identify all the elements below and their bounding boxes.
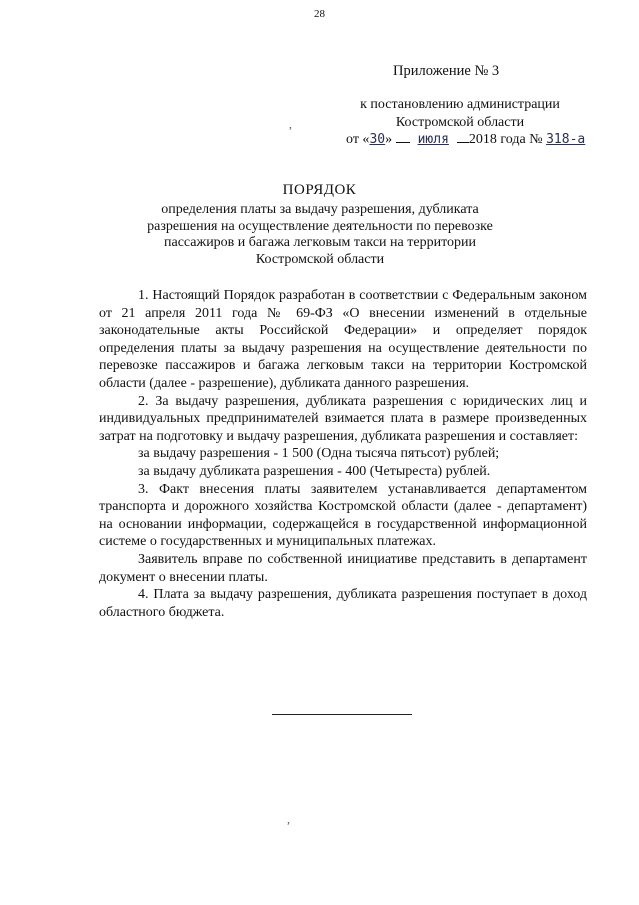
subtitle-line: пассажиров и багажа легковым такси на территории — [164, 235, 476, 250]
subtitle-line: Костромской области — [255, 251, 385, 267]
closing-rule — [272, 714, 412, 715]
resolution-line-1: к постановлению администрации — [360, 97, 560, 112]
scan-mark-bottom: , — [287, 812, 290, 826]
date-prefix: от « — [346, 132, 370, 147]
scan-mark: , — [289, 117, 292, 131]
handwritten-day: 30 — [369, 132, 386, 147]
date-blank-line-2 — [457, 142, 469, 143]
date-year-text: 2018 года № — [468, 132, 547, 147]
paragraph-4: 4. Плата за выдачу разрешения, дубликата разрешения поступает в доход областного бюджета. — [99, 587, 587, 620]
page-number: 28 — [314, 8, 325, 20]
paragraph-3: 3. Факт внесения платы заявителем устанавливается департаментом транспорта и дорожного хозяйства Костромской области (далее - департамент) на основании информации, содержащейся в государственной информационной системе о государственных и муниципальных платежах. — [99, 481, 587, 550]
subtitle-line: определения платы за выдачу разрешения, дубликата — [161, 202, 479, 217]
document-subtitle — [130, 202, 510, 268]
resolution-line-2: Костромской области — [395, 115, 525, 130]
document-body — [99, 287, 587, 621]
fee-permit-item: за выдачу разрешения - 1 500 (Одна тысяча пятьсот) рублей; — [138, 446, 500, 462]
handwritten-number: 318-а — [546, 132, 586, 147]
fee-duplicate-item: за выдачу дубликата разрешения - 400 (Четыреста) рублей. — [138, 463, 491, 479]
date-blank-line — [396, 142, 410, 143]
date-quote-close: » — [385, 132, 393, 147]
paragraph-2: 2. За выдачу разрешения, дубликата разрешения с юридических лиц и индивидуальных предпринимателей взимается плата в размере произведенных затрат на подготовку и выдачу разрешения, дубликата разрешения и составляет: — [99, 393, 587, 444]
resolution-reference — [300, 96, 620, 132]
subtitle-line: разрешения на осуществление деятельности по перевозке — [147, 218, 493, 234]
resolution-date — [346, 132, 585, 148]
appendix-title: Приложение № 3 — [393, 63, 500, 79]
handwritten-month: июля — [417, 132, 449, 147]
paragraph-applicant-right: Заявитель вправе по собственной инициативе представить в департамент документ о внесении платы. — [99, 551, 587, 585]
paragraph-1: 1. Настоящий Порядок разработан в соответствии с Федеральным законом от 21 апреля 2011 года № 69-ФЗ «О внесении изменений в отдельные законодательные акты Российской Федерации» и определяет порядок определения платы за выдачу разрешения на осуществление деятельности по перевозке пассажиров и багажа легковым такси на территории Костромской области (далее - разрешение), дубликата данного разрешения. — [99, 288, 587, 391]
document-title: ПОРЯДОК — [282, 182, 357, 198]
